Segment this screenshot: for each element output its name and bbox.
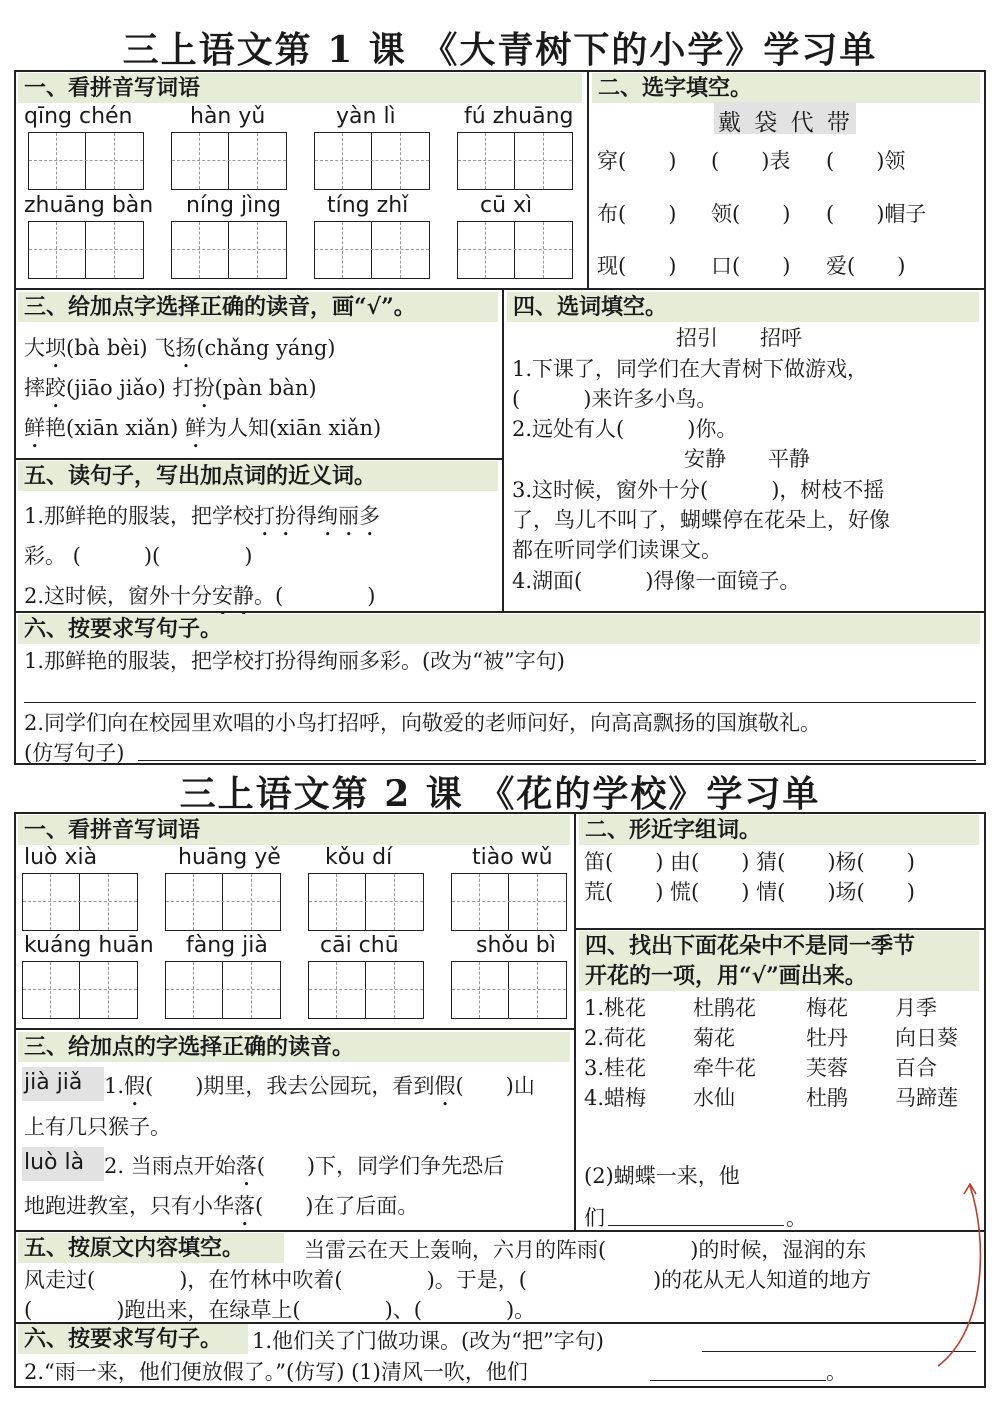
l1-pinyin: tíng zhǐ xyxy=(327,193,409,218)
writing-grid[interactable] xyxy=(22,961,138,1019)
l1-s4-line: 了，鸟儿不叫了，蝴蝶停在花朵上，好像 xyxy=(512,508,890,532)
l1-pinyin: zhuāng bàn xyxy=(24,193,154,218)
flower-item[interactable]: 杜鹃花 xyxy=(693,996,756,1020)
l2-s5-line: 风走过( )，在竹林中吹着( )。于是，( )的花从无人知道的地方 xyxy=(24,1268,872,1292)
l1-s3-line: 大坝(bà bèi) 飞扬(chǎng yáng) xyxy=(24,336,336,360)
l2-s6-line: 。 xyxy=(826,1360,847,1384)
l1-s3-line: 摔跤(jiāo jiǎo) 打扮(pàn bàn) xyxy=(24,376,317,400)
flower-item[interactable]: 3.桂花 xyxy=(584,1056,647,1080)
l1-s2-item: ( )帽子 xyxy=(826,202,927,226)
l2-s4-header: 四、找出下面花朵中不是同一季节 开花的一项，用“√”画出来。 xyxy=(579,931,979,991)
l2-s5-line: ( )跑出来，在绿草上( )、( )。 xyxy=(24,1298,536,1322)
l1-pinyin: fú zhuāng xyxy=(464,104,574,129)
l2-pinyin: cāi chū xyxy=(320,933,399,958)
flower-item[interactable]: 马蹄莲 xyxy=(895,1086,958,1110)
l2-pinyin: fàng jià xyxy=(186,933,268,958)
l1-s2-item: 领( ) xyxy=(711,202,791,226)
l2-s3-pinyin: luò là xyxy=(24,1150,85,1175)
l2-pinyin: kuáng huān xyxy=(24,933,154,958)
l1-s5-line: 2.这时候，窗外十分安静。( ) xyxy=(24,584,376,608)
writing-grid[interactable] xyxy=(308,873,424,931)
writing-grid[interactable] xyxy=(451,961,567,1019)
flower-item[interactable]: 4.蜡梅 xyxy=(584,1086,647,1110)
flower-item[interactable]: 1.桃花 xyxy=(584,996,647,1020)
writing-grid[interactable] xyxy=(165,961,281,1019)
l1-pinyin: yàn lì xyxy=(336,104,396,129)
l1-s4-line: 4.湖面( )得像一面镜子。 xyxy=(512,569,801,593)
writing-grid[interactable] xyxy=(28,132,144,190)
flower-item[interactable]: 梅花 xyxy=(806,996,848,1020)
l2-s4-extra: 。 xyxy=(786,1206,807,1230)
l1-s2-chars: 戴 袋 代 带 xyxy=(718,110,853,136)
writing-grid[interactable] xyxy=(314,221,430,279)
l2-s2-line: 笛( ) 由( ) 猜( )杨( ) xyxy=(584,850,915,874)
l1-s2-item: 口( ) xyxy=(711,254,791,278)
l2-pinyin: luò xià xyxy=(24,845,98,870)
l1-s2-item: 布( ) xyxy=(597,202,677,226)
writing-grid[interactable] xyxy=(22,873,138,931)
l2-s2-line: 荒( ) 慌( ) 情( )场( ) xyxy=(584,880,915,904)
answer-line[interactable] xyxy=(650,1380,826,1381)
writing-grid[interactable] xyxy=(314,132,430,190)
l2-s6-line: 2.“雨一来，他们便放假了。”(仿写) (1)清风一吹，他们 xyxy=(24,1360,528,1384)
l2-s6-header: 六、按要求写句子。 xyxy=(18,1324,248,1354)
l1-s2-item: 爱( ) xyxy=(826,254,906,278)
l1-s2-item: ( )领 xyxy=(826,149,906,173)
flower-item[interactable]: 月季 xyxy=(895,996,937,1020)
l1-s4-line: 1.下课了，同学们在大青树下做游戏， xyxy=(512,357,869,381)
l1-s6-header: 六、按要求写句子。 xyxy=(18,614,980,644)
writing-grid[interactable] xyxy=(171,221,287,279)
writing-grid[interactable] xyxy=(457,132,573,190)
l2-s3-header: 三、给加点的字选择正确的读音。 xyxy=(18,1032,570,1062)
flower-item[interactable]: 芙蓉 xyxy=(806,1056,848,1080)
flower-item[interactable]: 2.荷花 xyxy=(584,1026,647,1050)
l2-s3-line: 地跑进教室，只有小华落( )在了后面。 xyxy=(24,1194,419,1218)
l1-s2-item: ( )表 xyxy=(711,149,791,173)
l2-s2-header: 二、形近字组词。 xyxy=(579,815,979,845)
flower-item[interactable]: 水仙 xyxy=(693,1086,735,1110)
l2-s1-header: 一、看拼音写词语 xyxy=(18,815,570,845)
l1-s5-line: 1.那鲜艳的服装，把学校打扮得绚丽多 xyxy=(24,504,381,528)
writing-grid[interactable] xyxy=(451,873,567,931)
l2-s6-line: 1.他们关了门做功课。(改为“把”字句) xyxy=(252,1329,604,1353)
l2-s5-line: 当雷云在天上轰响，六月的阵雨( )的时候，湿润的东 xyxy=(304,1238,867,1262)
flower-item[interactable]: 向日葵 xyxy=(895,1026,958,1050)
lesson2-title: 三上语文第 2 课 《花的学校》学习单 xyxy=(179,773,821,815)
l1-s5-header: 五、读句子，写出加点词的近义词。 xyxy=(18,461,498,491)
l1-s4-line: 3.这时候，窗外十分( )，树枝不摇 xyxy=(512,478,885,502)
l1-pinyin: cū xì xyxy=(480,193,533,218)
l2-pinyin: kǒu dí xyxy=(325,845,393,870)
l2-s4-extra: (2)蝴蝶一来，他 xyxy=(584,1164,740,1188)
writing-grid[interactable] xyxy=(28,221,144,279)
l1-s2-header: 二、选字填空。 xyxy=(592,73,980,103)
writing-grid[interactable] xyxy=(308,961,424,1019)
flower-item[interactable]: 牵牛花 xyxy=(693,1056,756,1080)
l1-pinyin: qīng chén xyxy=(24,104,133,129)
flower-item[interactable]: 菊花 xyxy=(693,1026,735,1050)
red-arrow-annotation xyxy=(930,1180,990,1380)
writing-grid[interactable] xyxy=(165,873,281,931)
l2-s3-pinyin: jià jiǎ xyxy=(24,1070,83,1095)
answer-line[interactable] xyxy=(138,760,976,761)
l1-s4-header: 四、选词填空。 xyxy=(507,292,979,322)
l2-s3-line: 2. 当雨点开始落( )下，同学们争先恐后 xyxy=(104,1154,505,1178)
l1-s6-line: 2.同学们向在校园里欢唱的小鸟打招呼，向敬爱的老师问好，向高高飘扬的国旗敬礼。 xyxy=(24,711,822,735)
l1-s4-line: 都在听同学们读课文。 xyxy=(512,538,722,562)
l1-s4-line: 2.远处有人( )你。 xyxy=(512,417,738,441)
answer-line[interactable] xyxy=(608,1225,784,1226)
lesson1-title: 三上语文第 1 课 《大青树下的小学》学习单 xyxy=(122,29,878,71)
l2-pinyin: tiào wǔ xyxy=(472,845,553,870)
l1-s2-item: 现( ) xyxy=(597,254,677,278)
l1-s3-header: 三、给加点字选择正确的读音，画“√”。 xyxy=(18,292,498,322)
l1-s3-line: 鲜艳(xiān xiǎn) 鲜为人知(xiān xiǎn) xyxy=(24,416,382,440)
flower-item[interactable]: 百合 xyxy=(895,1056,937,1080)
l2-pinyin: huāng yě xyxy=(178,845,281,870)
l1-s4-line: ( )来许多小鸟。 xyxy=(512,387,718,411)
flower-item[interactable]: 牡丹 xyxy=(806,1026,848,1050)
l1-s4-words: 安静 平静 xyxy=(684,447,810,471)
l1-s1-header: 一、看拼音写词语 xyxy=(18,73,582,103)
l1-pinyin: níng jìng xyxy=(186,193,282,218)
writing-grid[interactable] xyxy=(457,221,573,279)
l1-s6-line: 1.那鲜艳的服装，把学校打扮得绚丽多彩。(改为“被”字句) xyxy=(24,649,565,673)
l1-s2-item: 穿( ) xyxy=(597,149,677,173)
l1-s6-line: (仿写句子) xyxy=(24,741,125,765)
writing-grid[interactable] xyxy=(171,132,287,190)
flower-item[interactable]: 杜鹃 xyxy=(806,1086,848,1110)
l2-s3-line: 上有几只猴子。 xyxy=(24,1115,171,1139)
answer-line[interactable] xyxy=(24,702,976,703)
l2-pinyin: shǒu bì xyxy=(476,933,556,958)
l2-s4-extra: 们 xyxy=(584,1206,605,1230)
l1-pinyin: hàn yǔ xyxy=(190,104,266,129)
l1-s5-line: 彩。 ( )( ) xyxy=(24,544,253,568)
l2-s3-line: 1.假( )期里，我去公园玩，看到假( )山 xyxy=(104,1074,535,1098)
l1-s4-words: 招引 招呼 xyxy=(676,326,802,350)
l2-s5-header: 五、按原文内容填空。 xyxy=(18,1233,284,1263)
